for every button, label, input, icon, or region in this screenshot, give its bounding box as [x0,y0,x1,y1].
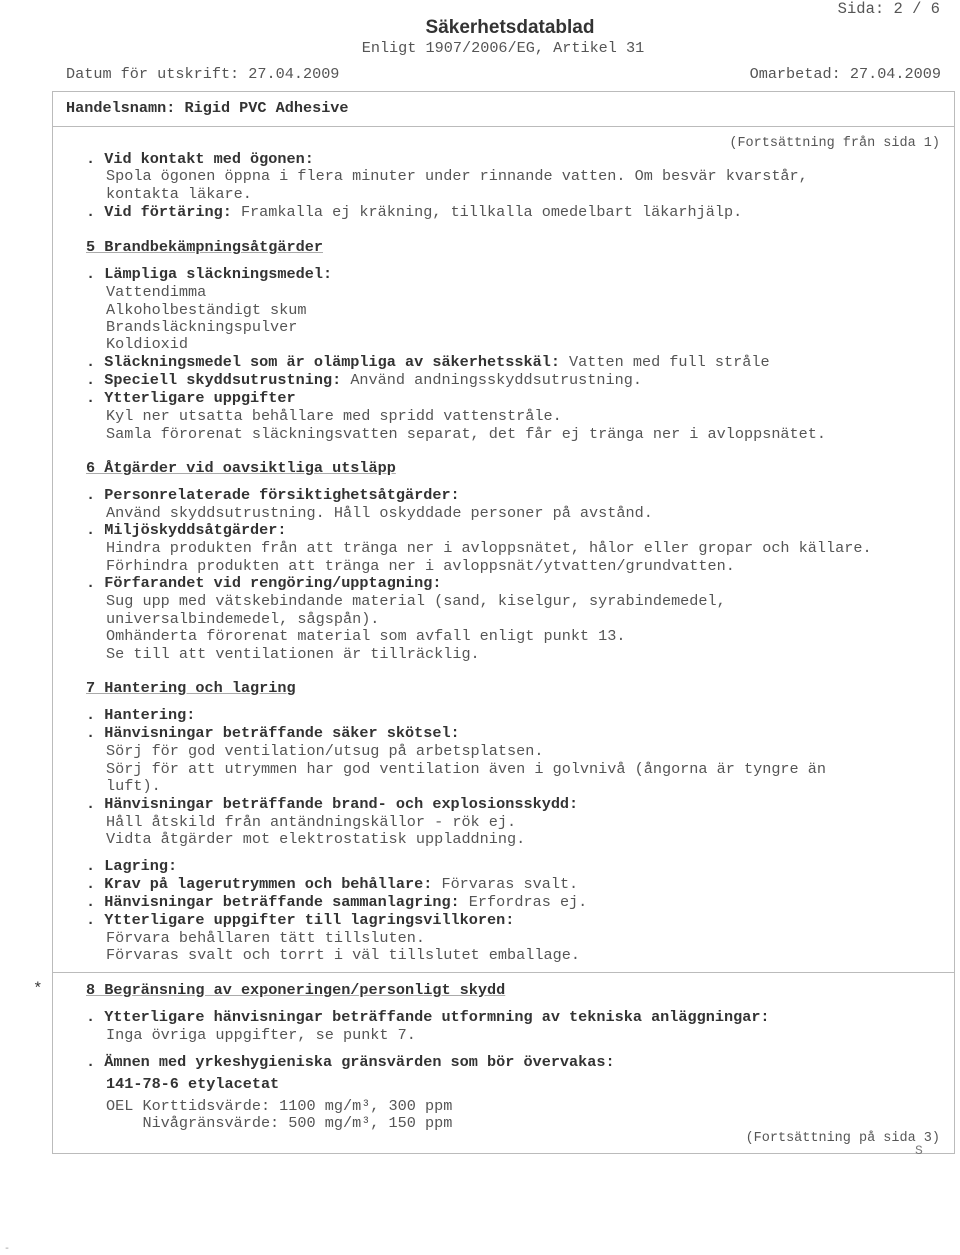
protective-equipment-text: Använd andningsskyddsutrustning. [341,371,642,389]
trade-name: Handelsnamn: Rigid PVC Adhesive [66,99,349,117]
further-info-text-2: Samla förorenat släckningsvatten separat, det får ej tränga ner i avloppsnätet. [106,425,827,443]
technical-measures-label: . Ytterligare hänvisningar beträffande utformning av tekniska anläggningar: [86,1008,770,1026]
handling-label: . Hantering: [86,706,196,724]
storage-further-text-1: Förvara behållaren tätt tillsluten. [106,929,425,947]
fire-protection-label: . Hänvisningar beträffande brand- och explosionsskydd: [86,795,579,813]
eye-contact-text-1: Spola ögonen öppna i flera minuter under rinnande vatten. Om besvär kvarstår, [106,167,808,185]
combined-storage-label: . Hänvisningar beträffande sammanlagring: [86,893,460,911]
footer-letter: S [915,1143,923,1158]
suitable-item: Brandsläckningspulver [106,318,298,336]
suitable-item: Alkoholbeständigt skum [106,301,307,319]
eye-contact-label: . Vid kontakt med ögonen: [86,150,314,168]
document-title: Säkerhetsdatablad [425,17,595,38]
section-8-heading: 8 Begränsning av exponeringen/personligt skydd [86,981,506,999]
combined-storage-line [86,893,587,911]
safe-handling-text-1: Sörj för god ventilation/utsug på arbetsplatsen. [106,742,544,760]
storage-requirements-label: . Krav på lagerutrymmen och behållare: [86,875,433,893]
storage-further-label: . Ytterligare uppgifter till lagringsvillkoren: [86,911,515,929]
storage-requirements-line [86,875,578,893]
further-info-label: . Ytterligare uppgifter [86,389,296,407]
protective-equipment-line [86,371,642,389]
cleanup-text-1: Sug upp med vätskebindande material (sand, kiselgur, syrabindemedel, [106,592,726,610]
section-5-heading: 5 Brandbekämpningsåtgärder [86,238,323,256]
oel-level-limit: Nivågränsvärde: 500 mg/m³, 150 ppm [106,1114,453,1132]
suitable-item: Koldioxid [106,335,189,353]
cleanup-text-3: Omhänderta förorenat material som avfall enligt punkt 13. [106,627,626,645]
substance-name: 141-78-6 etylacetat [106,1075,280,1093]
page-number: Sida: 2 / 6 [837,0,940,18]
suitable-item: Vattendimma [106,283,207,301]
protective-equipment-label: . Speciell skyddsutrustning: [86,371,342,389]
ingestion-label: . Vid förtäring: [86,203,232,221]
corner-mark: - [4,1244,11,1255]
eye-contact-text-2: kontakta läkare. [106,185,252,203]
print-date: Datum för utskrift: 27.04.2009 [66,65,340,83]
technical-measures-text: Inga övriga uppgifter, se punkt 7. [106,1026,416,1044]
suitable-extinguishing-label: . Lämpliga släckningsmedel: [86,265,333,283]
cleanup-text-2: universalbindemedel, sågspån). [106,610,380,628]
storage-further-text-2: Förvaras svalt och torrt i väl tillslutet emballage. [106,946,580,964]
fire-protection-text-2: Vidta åtgärder mot elektrostatisk uppladdning. [106,830,526,848]
environmental-precautions-text-2: Förhindra produkten att tränga ner i avloppsnät/ytvatten/grundvatten. [106,557,735,575]
cleanup-label: . Förfarandet vid rengöring/upptagning: [86,574,442,592]
section-7-heading: 7 Hantering och lagring [86,679,296,697]
combined-storage-text: Erfordras ej. [459,893,588,911]
change-marker: * [33,980,43,998]
trade-name-row [52,91,955,127]
safe-handling-label: . Hänvisningar beträffande säker skötsel: [86,724,460,742]
unsuitable-extinguishing-line [86,353,770,371]
personal-precautions-text: Använd skyddsutrustning. Håll oskyddade personer på avstånd. [106,504,653,522]
safe-handling-text-2: Sörj för att utrymmen har god ventilation även i golvnivå (ångorna är tyngre än [106,760,827,778]
storage-label: . Lagring: [86,857,178,875]
personal-precautions-label: . Personrelaterade försiktighetsåtgärder: [86,486,460,504]
environmental-precautions-label: . Miljöskyddsåtgärder: [86,521,287,539]
exposure-limits-label: . Ämnen med yrkeshygieniska gränsvärden som bör övervakas: [86,1053,615,1071]
oel-short-term: OEL Korttidsvärde: 1100 mg/m³, 300 ppm [106,1097,453,1115]
revised-date: Omarbetad: 27.04.2009 [749,65,941,83]
section-6-heading: 6 Åtgärder vid oavsiktliga utsläpp [86,459,396,477]
unsuitable-extinguishing-label: . Släckningsmedel som är olämpliga av säkerhetsskäl: [86,353,560,371]
fire-protection-text-1: Håll åtskild från antändningskällor - rök ej. [106,813,517,831]
continued-from: (Fortsättning från sida 1) [729,136,940,151]
environmental-precautions-text-1: Hindra produkten från att tränga ner i avloppsnätet, hålor eller gropar och källare. [106,539,872,557]
further-info-text-1: Kyl ner utsatta behållare med spridd vattenstråle. [106,407,562,425]
change-divider [53,972,954,973]
cleanup-text-4: Se till att ventilationen är tillräcklig. [106,645,480,663]
unsuitable-extinguishing-text: Vatten med full stråle [559,353,770,371]
ingestion-text: Framkalla ej kräkning, tillkalla omedelbart läkarhjälp. [231,203,743,221]
document-subtitle: Enligt 1907/2006/EG, Artikel 31 [361,39,645,57]
continued-on: (Fortsättning på sida 3) [745,1131,940,1146]
ingestion-line [86,203,742,221]
safe-handling-text-3: luft). [106,777,161,795]
storage-requirements-text: Förvaras svalt. [432,875,579,893]
